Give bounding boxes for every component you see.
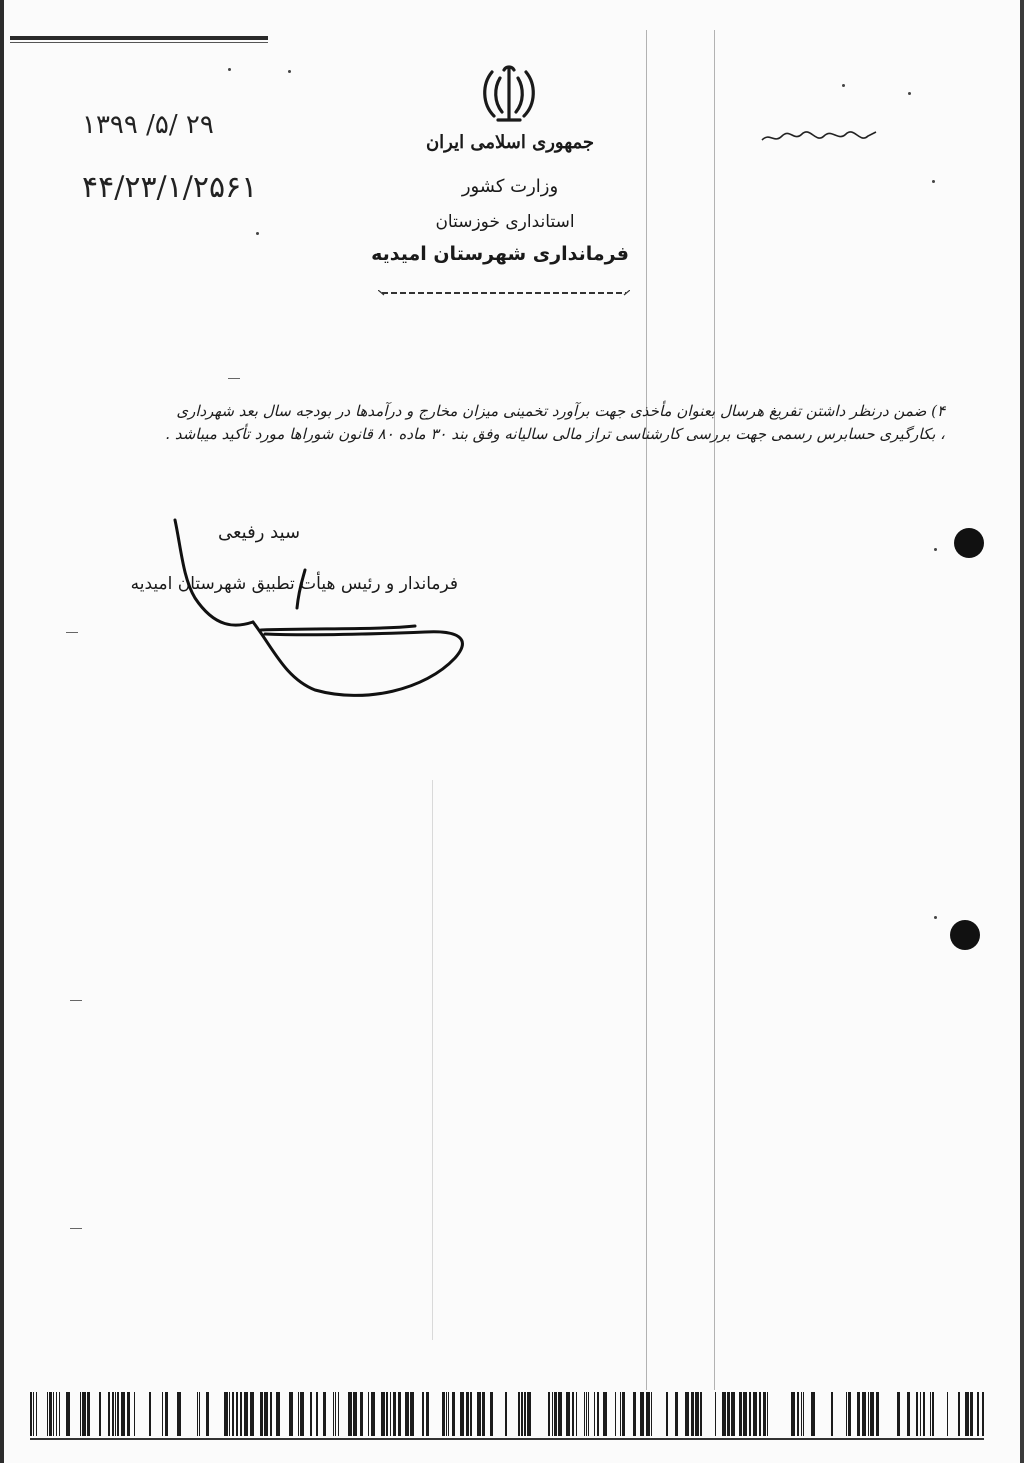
barcode-bar — [264, 1392, 268, 1436]
barcode-bar — [548, 1392, 550, 1436]
barcode-bar — [666, 1392, 668, 1436]
barcode-bar — [410, 1392, 414, 1436]
barcode-bar — [633, 1392, 636, 1436]
barcode-bar — [651, 1392, 652, 1436]
speck — [908, 92, 911, 95]
letterhead-county: فرمانداری شهرستان امیدیه — [371, 243, 629, 265]
barcode-bar — [446, 1392, 447, 1436]
barcode-bar — [477, 1392, 481, 1436]
barcode-bar — [490, 1392, 493, 1436]
scan-top-bar-line — [10, 42, 268, 43]
scan-bottom-line — [30, 1438, 984, 1440]
barcode-bar — [862, 1392, 866, 1436]
barcode-bar — [49, 1392, 52, 1436]
barcode-bar — [870, 1392, 874, 1436]
barcode-bar — [112, 1392, 114, 1436]
barcode-bar — [749, 1392, 751, 1436]
barcode-bar — [482, 1392, 485, 1436]
barcode-bar — [584, 1392, 585, 1436]
iran-emblem-icon — [478, 60, 540, 126]
barcode-bar — [47, 1392, 48, 1436]
margin-tick — [66, 632, 78, 633]
fold-line — [714, 30, 715, 1390]
barcode-bar — [470, 1392, 472, 1436]
barcode-bar — [33, 1392, 34, 1436]
barcode-bar — [316, 1392, 318, 1436]
barcode-bar — [700, 1392, 702, 1436]
barcode-bar — [56, 1392, 57, 1436]
barcode-bar — [868, 1392, 869, 1436]
letter-body — [85, 400, 945, 446]
barcode-bar — [715, 1392, 716, 1436]
barcode-bar — [932, 1392, 934, 1436]
barcode-bar — [422, 1392, 424, 1436]
barcode-bar — [310, 1392, 312, 1436]
barcode-bar — [743, 1392, 747, 1436]
scan-left-edge — [0, 0, 4, 1463]
barcode-bar — [115, 1392, 116, 1436]
scan-barcode-strip — [30, 1392, 984, 1436]
barcode-bar — [452, 1392, 455, 1436]
barcode-bar — [30, 1392, 32, 1436]
barcode-bar — [134, 1392, 135, 1436]
barcode-bar — [907, 1392, 910, 1436]
barcode-bar — [390, 1392, 391, 1436]
punch-hole-icon — [954, 528, 984, 558]
barcode-bar — [640, 1392, 644, 1436]
barcode-bar — [576, 1392, 577, 1436]
barcode-bar — [685, 1392, 689, 1436]
signatory-title: فرماندار و رئیس هیأت تطبیق شهرستان امیدیه — [130, 574, 458, 594]
fold-line — [432, 780, 433, 1340]
barcode-bar — [338, 1392, 339, 1436]
barcode-bar — [970, 1392, 973, 1436]
barcode-bar — [930, 1392, 931, 1436]
barcode-bar — [80, 1392, 81, 1436]
barcode-bar — [289, 1392, 293, 1436]
barcode-bar — [521, 1392, 523, 1436]
barcode-bar — [977, 1392, 979, 1436]
barcode-bar — [405, 1392, 409, 1436]
speck — [842, 84, 845, 87]
barcode-bar — [298, 1392, 299, 1436]
barcode-bar — [897, 1392, 900, 1436]
barcode-bar — [206, 1392, 209, 1436]
barcode-bar — [386, 1392, 388, 1436]
barcode-bar — [857, 1392, 860, 1436]
barcode-bar — [121, 1392, 125, 1436]
barcode-bar — [165, 1392, 168, 1436]
barcode-bar — [236, 1392, 238, 1436]
barcode-bar — [831, 1392, 833, 1436]
barcode-bar — [87, 1392, 90, 1436]
speck — [932, 180, 935, 183]
barcode-bar — [360, 1392, 363, 1436]
barcode-bar — [597, 1392, 599, 1436]
barcode-bar — [393, 1392, 396, 1436]
margin-tick — [70, 1000, 82, 1001]
letterhead-republic: جمهوری اسلامی ایران — [425, 132, 595, 153]
barcode-bar — [675, 1392, 678, 1436]
barcode-bar — [586, 1392, 587, 1436]
barcode-bar — [162, 1392, 163, 1436]
signatory-name: سید رفیعی — [218, 522, 301, 543]
barcode-bar — [448, 1392, 449, 1436]
speck — [934, 548, 937, 551]
barcode-bar — [149, 1392, 151, 1436]
letter-number: ۴۴/۲۳/۱/۲۵۶۱ — [82, 170, 258, 205]
barcode-bar — [691, 1392, 694, 1436]
barcode-bar — [916, 1392, 918, 1436]
barcode-bar — [791, 1392, 795, 1436]
letterhead-province: استانداری خوزستان — [435, 212, 575, 232]
barcode-bar — [270, 1392, 272, 1436]
barcode-bar — [603, 1392, 607, 1436]
barcode-bar — [572, 1392, 574, 1436]
body-line: ۴) ضمن درنظر داشتن تفریغ هرسال بعنوان مأخذی جهت برآورد تخمینی میزان مخارج و درآمدها در بودجه سال بعد شهرداری — [176, 402, 945, 420]
speck — [288, 70, 291, 73]
barcode-bar — [300, 1392, 304, 1436]
margin-tick — [228, 378, 240, 379]
barcode-bar — [552, 1392, 553, 1436]
barcode-bar — [797, 1392, 799, 1436]
barcode-bar — [923, 1392, 925, 1436]
barcode-bar — [759, 1392, 761, 1436]
barcode-bar — [53, 1392, 54, 1436]
barcode-bar — [620, 1392, 621, 1436]
barcode-bar — [920, 1392, 921, 1436]
barcode-bar — [426, 1392, 429, 1436]
barcode-bar — [811, 1392, 815, 1436]
barcode-bar — [527, 1392, 531, 1436]
barcode-bar — [398, 1392, 401, 1436]
barcode-bar — [846, 1392, 847, 1436]
barcode-bar — [127, 1392, 130, 1436]
barcode-bar — [947, 1392, 948, 1436]
scan-right-edge — [1020, 0, 1024, 1463]
barcode-bar — [588, 1392, 589, 1436]
barcode-bar — [99, 1392, 101, 1436]
letter-date: ۱۳۹۹ /۵/ ۲۹ — [82, 110, 214, 140]
speck — [934, 916, 937, 919]
barcode-bar — [368, 1392, 369, 1436]
barcode-bar — [197, 1392, 198, 1436]
punch-hole-icon — [950, 920, 980, 950]
barcode-bar — [108, 1392, 110, 1436]
barcode-bar — [348, 1392, 352, 1436]
barcode-bar — [460, 1392, 464, 1436]
barcode-bar — [240, 1392, 242, 1436]
barcode-bar — [803, 1392, 804, 1436]
barcode-bar — [199, 1392, 200, 1436]
barcode-bar — [594, 1392, 595, 1436]
barcode-bar — [229, 1392, 230, 1436]
margin-tick — [70, 1228, 82, 1229]
barcode-bar — [622, 1392, 625, 1436]
barcode-bar — [117, 1392, 119, 1436]
barcode-bar — [767, 1392, 768, 1436]
barcode-bar — [753, 1392, 757, 1436]
barcode-bar — [554, 1392, 557, 1436]
barcode-bar — [466, 1392, 469, 1436]
barcode-bar — [224, 1392, 228, 1436]
barcode-bar — [801, 1392, 802, 1436]
fold-line — [646, 30, 647, 1390]
barcode-bar — [381, 1392, 385, 1436]
barcode-bar — [333, 1392, 334, 1436]
barcode-bar — [739, 1392, 742, 1436]
letterhead-divider — [378, 290, 630, 296]
barcode-bar — [558, 1392, 562, 1436]
barcode-bar — [82, 1392, 86, 1436]
barcode-bar — [518, 1392, 520, 1436]
barcode-bar — [59, 1392, 60, 1436]
reference-scribble — [760, 126, 880, 148]
barcode-bar — [177, 1392, 181, 1436]
barcode-bar — [615, 1392, 616, 1436]
letterhead-ministry: وزارت کشور — [461, 176, 559, 197]
scan-top-bar — [10, 36, 268, 40]
barcode-bar — [731, 1392, 735, 1436]
barcode-bar — [876, 1392, 879, 1436]
barcode-bar — [36, 1392, 37, 1436]
body-line: ، بکارگیری حسابرس رسمی جهت بررسی کارشناسی تراز مالی سالیانه وفق بند ۳۰ ماده ۸۰ قانون شوراها مورد تأکید میباشد . — [165, 425, 945, 443]
barcode-bar — [722, 1392, 726, 1436]
barcode-bar — [982, 1392, 984, 1436]
speck — [256, 232, 259, 235]
barcode-bar — [566, 1392, 570, 1436]
barcode-bar — [646, 1392, 650, 1436]
handwritten-signature — [165, 518, 475, 708]
barcode-bar — [524, 1392, 526, 1436]
barcode-bar — [353, 1392, 357, 1436]
barcode-bar — [727, 1392, 730, 1436]
barcode-bar — [958, 1392, 960, 1436]
barcode-bar — [848, 1392, 851, 1436]
barcode-bar — [442, 1392, 445, 1436]
barcode-bar — [250, 1392, 254, 1436]
barcode-bar — [371, 1392, 375, 1436]
barcode-bar — [244, 1392, 248, 1436]
barcode-bar — [276, 1392, 280, 1436]
barcode-bar — [965, 1392, 969, 1436]
barcode-bar — [66, 1392, 70, 1436]
barcode-bar — [232, 1392, 234, 1436]
barcode-bar — [335, 1392, 336, 1436]
barcode-bar — [695, 1392, 699, 1436]
barcode-bar — [323, 1392, 326, 1436]
speck — [228, 68, 231, 71]
barcode-bar — [763, 1392, 766, 1436]
barcode-bar — [505, 1392, 507, 1436]
barcode-bar — [260, 1392, 263, 1436]
